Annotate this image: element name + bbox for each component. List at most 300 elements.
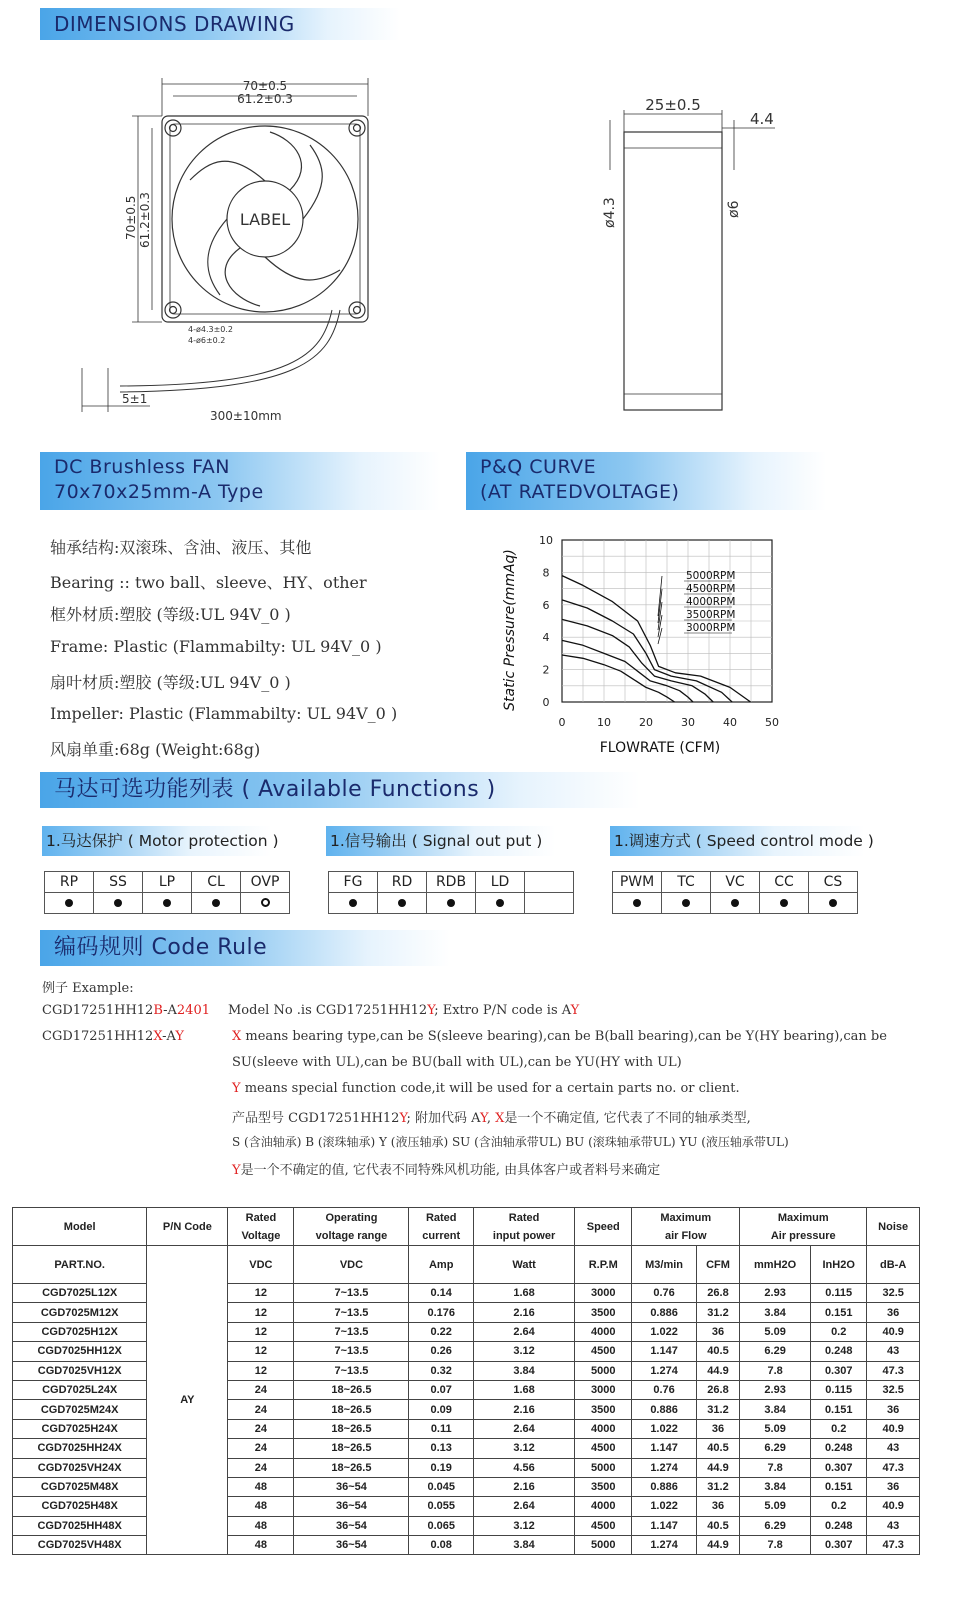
table-cell: 40.9 [867,1419,920,1438]
table-cell: 12 [228,1361,294,1380]
table-cell: 2.16 [473,1400,574,1419]
signal-output-table [328,871,574,914]
filled-dot-icon [65,899,73,907]
section-pq-title [466,452,826,510]
table-cell: 7~13.5 [294,1342,409,1361]
table-cell: CGD7025H48X [13,1497,147,1516]
dim-front-width-outer: 70±0.5 [242,79,288,93]
x-tick-label: 10 [597,716,611,729]
speed-mark-3 [760,893,809,914]
table-cell: 0.13 [409,1439,474,1458]
dim-wire-length: 300±10mm [210,409,282,423]
table-cell: 6.29 [740,1342,811,1361]
table-cell: 40.5 [696,1342,739,1361]
dim-side-flange: 4.4 [750,110,774,128]
motor-mark-row [45,893,290,914]
legend-leader [658,628,662,644]
table-cell: 26.8 [696,1380,739,1399]
table-cell: 5.09 [740,1497,811,1516]
motor-mark-4 [241,893,290,914]
table-cell: 18~26.5 [294,1458,409,1477]
table-cell: 18~26.5 [294,1439,409,1458]
dim-front-width-inner: 61.2±0.3 [237,92,293,106]
y-tick-label: 6 [542,598,550,612]
table-cell: 2.16 [473,1303,574,1322]
fan-title-line-2: 70x70x25mm-A Type [54,481,264,503]
code-line-5-c: ; 附加代码 A [406,1111,480,1126]
col-rated-voltage-l1: Rated [245,1211,277,1224]
table-cell: 3.12 [473,1342,574,1361]
unit-cell: mmH2O [740,1246,811,1284]
table-cell: 24 [228,1380,294,1399]
table-cell: 0.22 [409,1322,474,1341]
table-cell: CGD7025VH48X [13,1536,147,1555]
signal-output-title: 1.信号输出 ( Signal out put ) [326,826,596,856]
table-cell: 18~26.5 [294,1400,409,1419]
col-rated-current-l1: Rated [425,1211,457,1224]
table-cell: 4000 [575,1322,632,1341]
signal-mark-1 [378,893,427,914]
table-cell: CGD7025L24X [13,1380,147,1399]
table-cell: 3.84 [473,1536,574,1555]
table-cell: 2.64 [473,1497,574,1516]
unit-cell: M3/min [632,1246,697,1284]
col-max-pressure [740,1208,867,1246]
code-line-2-b: means bearing type,can be S(sleeve bearing),can be B(ball bearing),can be Y(HY bearing),can be [241,1029,887,1044]
signal-mark-4 [525,893,574,914]
filled-dot-icon [398,899,406,907]
table-header-row [13,1208,920,1246]
table-cell: 1.022 [632,1497,697,1516]
motor-mark-1 [94,893,143,914]
pn-code-cell: AY [147,1246,228,1555]
table-cell: 47.3 [867,1361,920,1380]
motor-protection-title: 1.马达保护 ( Motor protection ) [42,826,312,856]
table-cell: 0.2 [811,1322,867,1341]
table-cell: 5.09 [740,1322,811,1341]
table-cell: 5000 [575,1536,632,1555]
section-fan-title [40,452,440,510]
code-rule-line-4 [232,1081,740,1096]
table-cell: 0.2 [811,1419,867,1438]
speed-header-4: CS [809,872,858,893]
motor-header-1: SS [94,872,143,893]
col-rated-power [473,1208,574,1246]
unit-cell: CFM [696,1246,739,1284]
table-cell: 4.56 [473,1458,574,1477]
x-tick-label: 20 [639,716,653,729]
signal-header-1: RD [378,872,427,893]
code-line-5-f: X [495,1111,505,1126]
table-cell: 2.64 [473,1322,574,1341]
table-cell: 0.76 [632,1284,697,1303]
signal-header-4 [525,872,574,893]
table-cell: 3.12 [473,1439,574,1458]
code-rule-line-2 [232,1029,887,1044]
unit-cell: R.P.M [575,1246,632,1284]
table-cell: 31.2 [696,1477,739,1496]
col-pn-code: P/N Code [147,1208,228,1246]
side-view-drawing [590,90,790,420]
signal-header-2: RDB [427,872,476,893]
table-cell: 1.274 [632,1361,697,1380]
dim-side-depth: 25±0.5 [645,96,701,114]
speed-header-2: VC [711,872,760,893]
table-cell: 44.9 [696,1361,739,1380]
speed-mark-4 [809,893,858,914]
table-cell: 0.32 [409,1361,474,1380]
table-cell: CGD7025L12X [13,1284,147,1303]
table-cell: 1.274 [632,1536,697,1555]
col-max-airflow-l2: air Flow [664,1229,707,1242]
filled-dot-icon [496,899,504,907]
table-cell: 4000 [575,1497,632,1516]
fan-label-text: LABEL [239,210,291,229]
table-cell: 36~54 [294,1516,409,1535]
signal-header-0: FG [329,872,378,893]
col-noise: Noise [867,1208,920,1246]
table-cell: 5000 [575,1458,632,1477]
code-line-1-b: Y [427,1003,435,1018]
table-cell: 7.8 [740,1458,811,1477]
table-cell: 12 [228,1322,294,1341]
code-example-1 [42,1003,210,1018]
table-cell: CGD7025HH48X [13,1516,147,1535]
code-line-4-b: means special function code,it will be used for a certain parts no. or client. [240,1081,740,1096]
signal-mark-0 [329,893,378,914]
table-cell: 0.886 [632,1400,697,1419]
table-cell: 2.64 [473,1419,574,1438]
legend-label: 4500RPM [686,583,736,595]
table-cell: 24 [228,1419,294,1438]
x-tick-label: 30 [681,716,695,729]
code-line-7-a: Y [232,1163,241,1178]
chart-y-label: Static Pressure(mmAq) [502,549,518,711]
table-cell: 40.9 [867,1322,920,1341]
code-line-5-e: , [486,1111,496,1126]
pq-title-line-1: P&Q CURVE [480,456,597,478]
table-cell: 0.07 [409,1380,474,1399]
table-cell: 18~26.5 [294,1380,409,1399]
unit-cell: PART.NO. [13,1246,147,1284]
x-tick-label: 50 [765,716,779,729]
unit-cell: InH2O [811,1246,867,1284]
col-rated-power-l1: Rated [508,1211,540,1224]
table-cell: 43 [867,1439,920,1458]
table-cell: 36 [696,1322,739,1341]
col-max-airflow [632,1208,740,1246]
code-line-4-a: Y [232,1081,241,1096]
dim-hole-2: 4-ø6±0.2 [188,336,226,345]
table-cell: 1.68 [473,1284,574,1303]
table-cell: 47.3 [867,1536,920,1555]
series-line-3000RPM [562,655,675,702]
table-cell: 0.065 [409,1516,474,1535]
series-line-3500RPM [562,640,693,702]
table-cell: 24 [228,1400,294,1419]
table-cell: CGD7025M48X [13,1477,147,1496]
table-cell: 36~54 [294,1497,409,1516]
table-cell: 0.2 [811,1497,867,1516]
code-example-2-part-a: CGD17251HH12 [42,1029,154,1044]
dim-front-height-inner: 61.2±0.3 [138,192,152,248]
spec-bearing-cn: 轴承结构:双滚珠、含油、液压、其他 [50,538,312,557]
filled-dot-icon [163,899,171,907]
signal-header-row [329,872,574,893]
table-cell: 0.248 [811,1342,867,1361]
section-functions-title: 马达可选功能列表 ( Available Functions ) [40,772,640,808]
table-cell: 1.022 [632,1419,697,1438]
motor-header-3: CL [192,872,241,893]
table-cell: 3.84 [473,1361,574,1380]
legend-label: 4000RPM [686,596,736,608]
unit-cell: Amp [409,1246,474,1284]
code-line-5-d: Y [479,1111,487,1126]
x-tick-label: 40 [723,716,737,729]
speed-mark-0 [613,893,662,914]
table-cell: 0.09 [409,1400,474,1419]
table-cell: 24 [228,1458,294,1477]
table-cell: 0.151 [811,1400,867,1419]
speed-control-title: 1.调速方式 ( Speed control mode ) [610,826,910,856]
table-cell: 44.9 [696,1536,739,1555]
signal-mark-3 [476,893,525,914]
table-cell: 32.5 [867,1380,920,1399]
table-cell: 2.16 [473,1477,574,1496]
table-cell: CGD7025M12X [13,1303,147,1322]
code-example-2-part-d: Y [175,1029,184,1044]
table-cell: CGD7025H24X [13,1419,147,1438]
speed-header-row [613,872,858,893]
table-cell: 43 [867,1516,920,1535]
table-cell: 3.84 [740,1303,811,1322]
table-cell: 36 [696,1419,739,1438]
table-cell: 47.3 [867,1458,920,1477]
motor-mark-3 [192,893,241,914]
spec-frame-en: Frame: Plastic (Flammabilty: UL 94V_0 ) [50,637,382,656]
table-cell: 6.29 [740,1516,811,1535]
table-cell: 48 [228,1516,294,1535]
motor-header-row [45,872,290,893]
col-model: Model [13,1208,147,1246]
table-cell: 32.5 [867,1284,920,1303]
table-cell: 7~13.5 [294,1322,409,1341]
table-cell: 48 [228,1497,294,1516]
motor-mark-0 [45,893,94,914]
table-cell: 0.115 [811,1380,867,1399]
table-cell: 36~54 [294,1477,409,1496]
legend-label: 3000RPM [686,622,736,634]
spec-bearing-en: Bearing :: two ball、sleeve、HY、other [50,573,367,592]
table-cell: 0.055 [409,1497,474,1516]
code-line-2-a: X [232,1029,242,1044]
table-cell: 7~13.5 [294,1361,409,1380]
dim-wire-strip: 5±1 [122,392,148,406]
col-rated-voltage [228,1208,294,1246]
filled-dot-icon [731,899,739,907]
spec-impeller-cn: 扇叶材质:塑胶 (等级:UL 94V_0 ) [50,673,291,692]
code-example-2-part-b: X [153,1029,163,1044]
table-cell: 0.307 [811,1458,867,1477]
table-cell: 24 [228,1439,294,1458]
table-cell: 36 [867,1400,920,1419]
table-cell: 3.12 [473,1516,574,1535]
table-cell: 5.09 [740,1419,811,1438]
code-rule-line-5 [232,1107,751,1126]
y-tick-label: 8 [542,566,550,580]
table-cell: 3000 [575,1284,632,1303]
table-cell: 4500 [575,1342,632,1361]
filled-dot-icon [212,899,220,907]
code-example-label: 例子 Example: [42,981,134,996]
unit-cell: dB-A [867,1246,920,1284]
table-cell: 2.93 [740,1284,811,1303]
speed-header-3: CC [760,872,809,893]
table-cell: 31.2 [696,1400,739,1419]
code-example-1-part-d: 2401 [176,1003,210,1018]
code-line-1-a: Model No .is CGD17251HH12 [228,1003,428,1018]
table-cell: 1.147 [632,1516,697,1535]
filled-dot-icon [780,899,788,907]
filled-dot-icon [829,899,837,907]
table-cell: 12 [228,1303,294,1322]
table-cell: 0.045 [409,1477,474,1496]
table-cell: 1.022 [632,1322,697,1341]
table-cell: CGD7025VH24X [13,1458,147,1477]
col-rated-power-l2: input power [492,1229,556,1242]
table-cell: 7.8 [740,1361,811,1380]
table-cell: 1.68 [473,1380,574,1399]
y-tick-label: 4 [542,631,550,645]
col-speed: Speed [575,1208,632,1246]
table-cell: 0.151 [811,1477,867,1496]
motor-header-4: OVP [241,872,290,893]
code-rule-line-3: SU(sleeve with UL),can be BU(ball with UL),can be YU(HY with UL) [232,1055,682,1070]
col-max-airflow-l1: Maximum [660,1211,712,1224]
table-cell: 0.11 [409,1419,474,1438]
section-code-rule-title: 编码规则 Code Rule [40,930,450,966]
code-example-1-part-c: -A [163,1003,177,1018]
code-line-5-g: 是一个不确定值, 它代表了不同的轴承类型, [504,1111,751,1126]
pq-title-line-2: (AT RATEDVOLTAGE) [480,481,680,503]
speed-mark-2 [711,893,760,914]
code-rule-line-7 [232,1159,660,1178]
table-cell: 0.19 [409,1458,474,1477]
table-cell: 18~26.5 [294,1419,409,1438]
col-max-pressure-l1: Maximum [777,1211,829,1224]
table-cell: 3000 [575,1380,632,1399]
y-tick-label: 10 [539,534,553,547]
table-cell: 48 [228,1536,294,1555]
chart-grid [562,540,772,702]
speed-header-1: TC [662,872,711,893]
table-cell: 1.274 [632,1458,697,1477]
table-cell: 7~13.5 [294,1284,409,1303]
table-cell: 44.9 [696,1458,739,1477]
spec-frame-cn: 框外材质:塑胶 (等级:UL 94V_0 ) [50,605,291,624]
hollow-dot-icon [261,898,270,907]
dim-hole-1: 4-ø4.3±0.2 [188,325,234,334]
table-cell: 36~54 [294,1536,409,1555]
table-cell: 1.147 [632,1439,697,1458]
col-rated-voltage-l2: Voltage [241,1229,281,1242]
table-cell: 43 [867,1342,920,1361]
table-cell: CGD7025HH12X [13,1342,147,1361]
table-cell: 0.886 [632,1303,697,1322]
table-cell: 31.2 [696,1303,739,1322]
speed-header-0: PWM [613,872,662,893]
pq-curve-chart [490,520,790,765]
code-line-7-b: 是一个不确定的值, 它代表不同特殊风机功能, 由具体客户或者料号来确定 [240,1163,661,1178]
legend-label: 5000RPM [686,570,736,582]
table-cell: CGD7025M24X [13,1400,147,1419]
table-cell: 3.84 [740,1477,811,1496]
table-cell: 0.115 [811,1284,867,1303]
col-max-pressure-l2: Air pressure [770,1229,836,1242]
col-operating-range-l1: Operating [325,1211,378,1224]
table-cell: 7~13.5 [294,1303,409,1322]
table-cell: CGD7025H12X [13,1322,147,1341]
col-rated-current-l2: current [422,1229,461,1242]
signal-header-3: LD [476,872,525,893]
motor-mark-2 [143,893,192,914]
table-units-row [13,1246,920,1284]
y-tick-label: 2 [542,663,550,677]
chart-legend [658,570,735,644]
table-cell: 12 [228,1284,294,1303]
table-cell: 0.14 [409,1284,474,1303]
front-view-drawing [60,70,390,430]
col-operating-range-l2: voltage range [315,1229,388,1242]
table-cell: 40.5 [696,1439,739,1458]
signal-mark-2 [427,893,476,914]
motor-header-0: RP [45,872,94,893]
table-cell: 12 [228,1342,294,1361]
table-cell: 4500 [575,1439,632,1458]
filled-dot-icon [114,899,122,907]
motor-protection-table [44,871,290,914]
table-cell: 40.5 [696,1516,739,1535]
unit-cell: Watt [473,1246,574,1284]
table-cell: CGD7025VH12X [13,1361,147,1380]
filled-dot-icon [682,899,690,907]
signal-mark-row [329,893,574,914]
table-cell: 0.151 [811,1303,867,1322]
table-cell: 6.29 [740,1439,811,1458]
filled-dot-icon [349,899,357,907]
motor-header-2: LP [143,872,192,893]
table-cell: 0.248 [811,1439,867,1458]
table-cell: 0.26 [409,1342,474,1361]
fan-title-line-1: DC Brushless FAN [54,456,230,478]
code-rule-line-6: S (含油轴承) B (滚珠轴承) Y (液压轴承) SU (含油轴承带UL) BU (滚珠轴承带UL) YU (液压轴承带UL) [232,1135,789,1149]
chart-x-label: FLOWRATE (CFM) [599,740,721,756]
table-cell: 0.307 [811,1361,867,1380]
unit-cell: VDC [228,1246,294,1284]
legend-label: 3500RPM [686,609,736,621]
table-cell: 36 [867,1477,920,1496]
col-operating-range [294,1208,409,1246]
table-cell: 48 [228,1477,294,1496]
y-tick-label: 0 [542,696,550,709]
dim-side-dia-1: ø4.3 [602,197,618,228]
code-example-1-part-a: CGD17251HH12 [42,1003,154,1018]
dim-front-height-outer: 70±0.5 [124,195,138,240]
table-cell: 0.08 [409,1536,474,1555]
table-cell: CGD7025HH24X [13,1439,147,1458]
code-example-2 [42,1029,184,1044]
table-cell: 0.886 [632,1477,697,1496]
